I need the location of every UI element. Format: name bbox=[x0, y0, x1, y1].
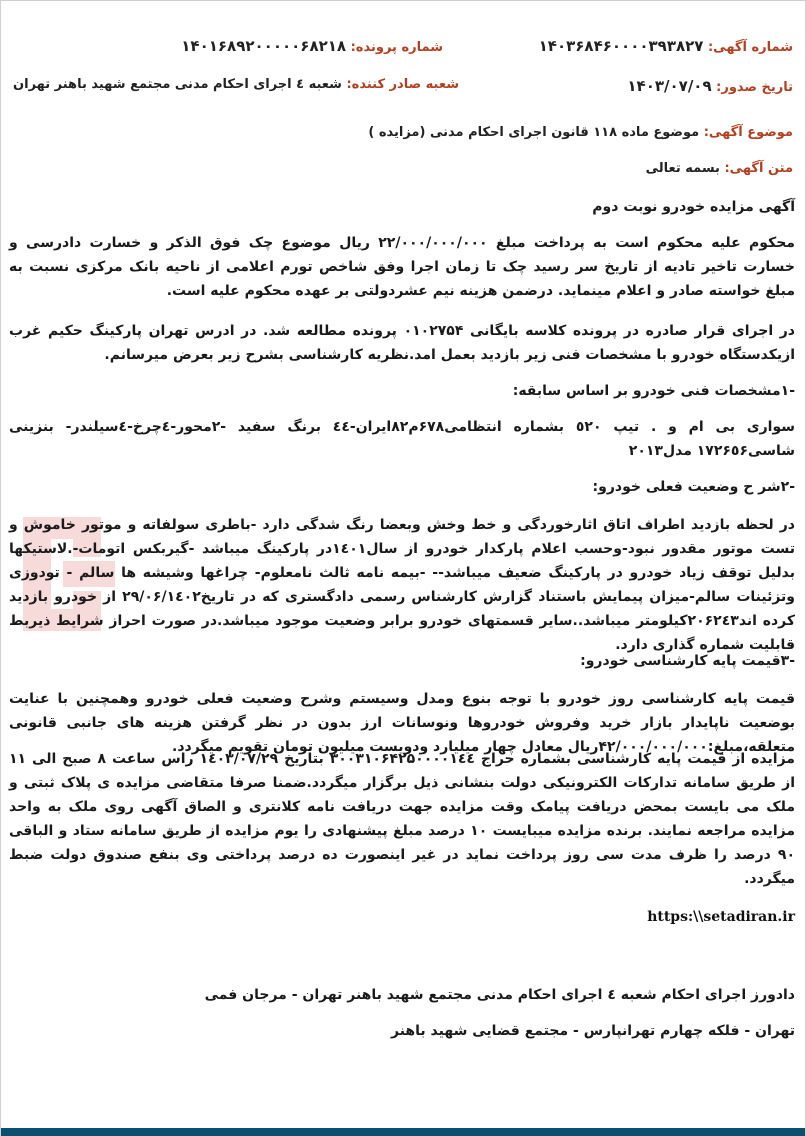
file-number-field bbox=[181, 37, 443, 55]
section-price-heading: -۳قیمت پایه کارشناسی خودرو: bbox=[580, 653, 795, 669]
subject-value: موضوع ماده ۱۱۸ قانون اجرای احکام مدنی (مزایده ) bbox=[368, 125, 700, 140]
issue-date-field bbox=[627, 77, 793, 95]
signature: دادورز اجرای احکام شعبه ٤ اجرای احکام مدنی مجتمع شهید باهنر تهران - مرجان فمی bbox=[204, 987, 795, 1003]
file-number-label: شماره پرونده: bbox=[350, 40, 443, 55]
paragraph-inspection: در اجرای قرار صادره در پرونده کلاسه بایگانی ۰۱۰۲۷۵۴ پرونده مطالعه شد. در ادرس تهران پارکینگ حکیم غرب ازیکدستگاه خودرو با مشخصات فنی زیر بازدید بعمل امد.نظریه کارشناسی بشرح زیر بعرض میرسانم. bbox=[9, 323, 795, 363]
paragraph-auction: مزایده از قیمت پایه کارشناسی بشماره حراج ۳۰۰۳۱۰۶۴۲۵۰۰۰۰۱٤٤ بتاریخ ۱٤۰۳/۰۷/۲۹ راس ساعت ۸ صبح الی ۱۱ از طریق سامانه تدارکات الکترونیکی دولت بنشانی ذیل برگزار میگردد.ضمنا صرفا متقاضی مزایده ی پلاک ثبتی و ملک می بایست بمحض دریافت پیامک وقت مزایده جهت دریافت نامه کلانتری و الصاق آگهی روی ملک به واحد مزایده مراجعه نمایند. برنده مزایده میبایست ۱۰ درصد مبلغ پیشنهادی را یوم مزایده از طریق سامانه ستاد و الباقی ۹۰ درصد را ظرف مدت سی روز پرداخت نماید در غیر اینصورت ده درصد پرداختی وی بنفع صندوق دولت ضبط میگردد. bbox=[9, 751, 795, 887]
issue-date: ۱۴۰۳/۰۷/۰۹ bbox=[627, 77, 712, 95]
address: تهران - فلکه چهارم تهرانپارس - مجتمع قضایی شهید باهنر bbox=[391, 1023, 795, 1039]
section-condition-heading: -۲شر ح وضعیت فعلی خودرو: bbox=[592, 479, 795, 495]
subject-label: موضوع آگهی: bbox=[703, 125, 793, 140]
website-link[interactable]: https:\\setadiran.ir bbox=[647, 909, 795, 925]
ad-title: آگهی مزایده خودرو نوبت دوم bbox=[592, 199, 795, 215]
issuer-field bbox=[13, 77, 459, 92]
ad-number-label: شماره آگهی: bbox=[707, 40, 793, 55]
subject-field bbox=[368, 125, 793, 140]
bottom-bar bbox=[1, 1128, 805, 1136]
issue-date-label: تاریخ صدور: bbox=[716, 80, 793, 95]
ad-number-field bbox=[539, 37, 793, 55]
paragraph-condition: در لحظه بازدید اطراف اتاق اثارخوردگی و خط وخش وبعضا رنگ شدگی دارد -باطری سولفاته و موتور خاموش و تست موتور مقدور نبود-وحسب اعلام پارکدار خودرو از سال۱٤۰۱در پارکینگ میباشد -گیربکس اتومات-.لاستیکها بدلیل توقف زیاد خودرو در پارکینگ ضعیف میباشد-- -بیمه نامه ثالث نامعلوم- چراغها وشیشه ها سالم - تودوزی وتزئینات سالم-میزان پیمایش باستناد گزارش کارشناس رسمی دادگستری که در تاریخ۲۹/۰۶/۱٤۰۲ از خودرو بازدید کرده اند۲۰۶۲٤۳کیلومتر میباشد..سایر قسمتهای خودرو برابر وضعیت موجود میباشد.در صورت احراز شرایط ذیربط قابلیت شماره گذاری دارد. bbox=[9, 517, 795, 653]
paragraph-price: قیمت پایه کارشناسی روز خودرو با توجه بنوع ومدل وسیستم وشرح وضعیت فعلی خودرو وهمچنین با عنایت بوضعیت ناپایدار بازار خرید وفروش خودروها ونوسانات ارز بدون در نظر گرفتن هزینه های جانبی قانونی متعلقه،مبلغ:۴۲/۰۰۰/۰۰۰/۰۰۰ریال معادل چهار میلیارد ودویست میلیون تومان تقویم میگردد. bbox=[9, 691, 795, 755]
ad-number: ۱۴۰۳۶۸۴۶۰۰۰۰۳۹۳۸۲۷ bbox=[538, 37, 704, 55]
file-number: ۱۴۰۱۶۸۹۲۰۰۰۰۰۶۸۲۱۸ bbox=[181, 37, 347, 55]
issuer: شعبه ٤ اجرای احکام مدنی مجتمع شهید باهنر تهران bbox=[13, 77, 342, 92]
issuer-label: شعبه صادر کننده: bbox=[346, 77, 459, 92]
section-specs-heading: -۱مشخصات فنی خودرو بر اساس سابقه: bbox=[512, 383, 795, 399]
text-intro-value: بسمه تعالی bbox=[645, 161, 720, 176]
text-intro-field bbox=[646, 161, 793, 176]
text-intro-label: متن آگهی: bbox=[724, 161, 793, 176]
paragraph-specs: سواری بی ام و . تیپ ٥٢٠ بشماره انتظامی۶۷۸م۸۲ایران-٤٤ برنگ سفید -۲محور-٤چرخ-٤سیلندر- بنزینی شاسی۱۷۲۶٥۶ مدل۲۰۱۳ bbox=[9, 419, 796, 459]
paragraph-debt: محکوم علیه محکوم است به پرداخت مبلغ ۲۲/۰۰۰/۰۰۰/۰۰۰ ریال موضوع چک فوق الذکر و خسارت دادرسی و خسارت تاخیر تادیه از تاریخ سر رسید چک تا زمان اجرا وفق شاخص تورم اعلامی از ناحیه بانک مرکزی نسبت به مبلغ خواسته صادر و اعلام مینماید. درضمن هزینه نیم عشردولتی بر عهده محکوم علیه است. bbox=[9, 235, 795, 299]
